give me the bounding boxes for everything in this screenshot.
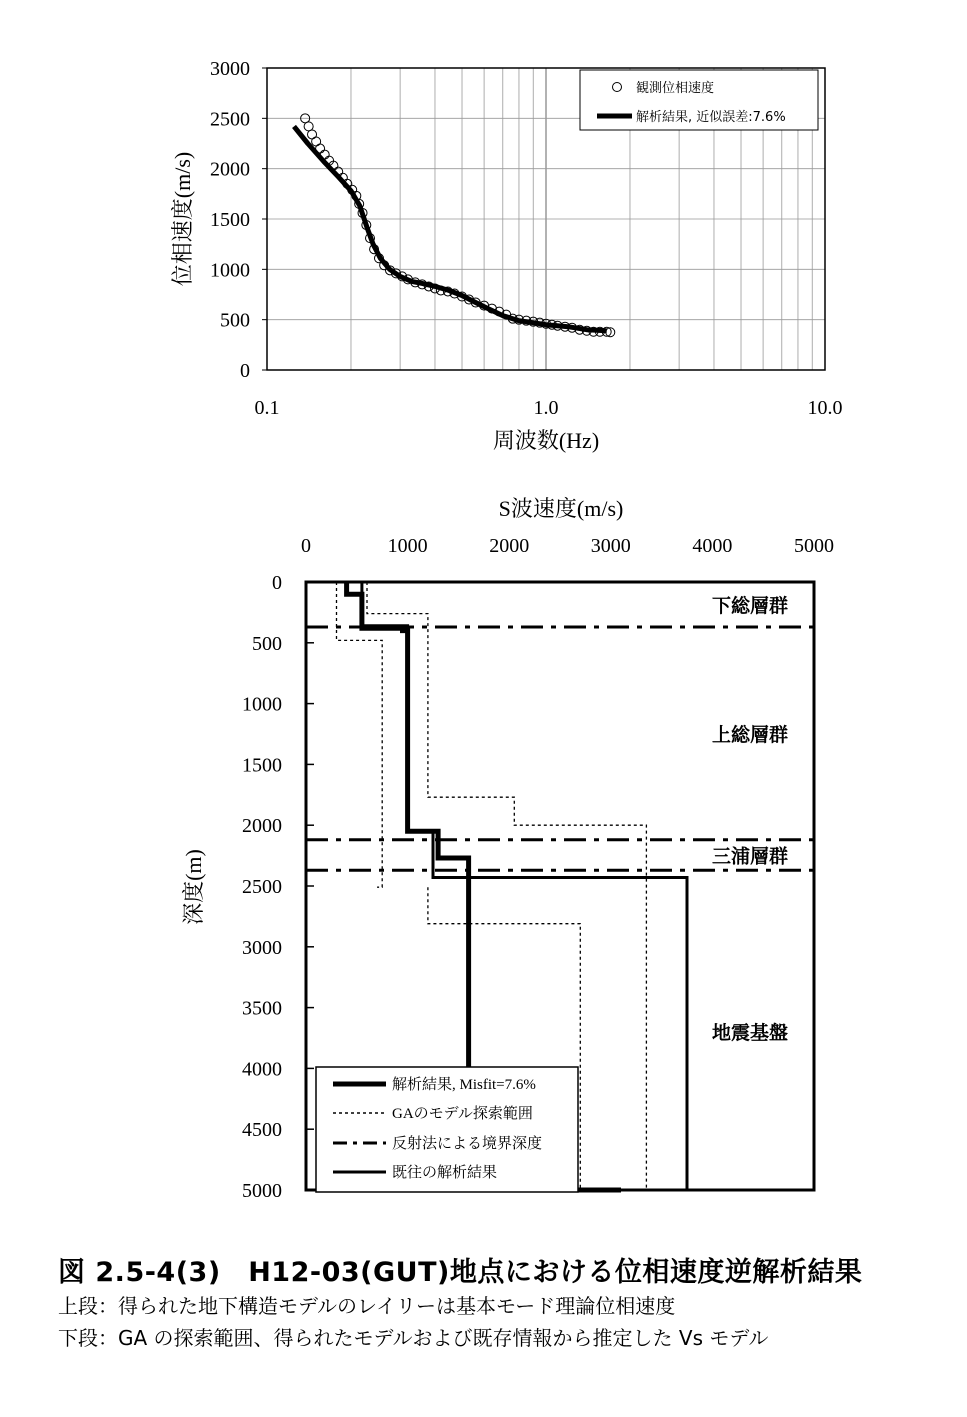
zone-label: 下総層群	[711, 595, 789, 618]
bottom-y-tick-label: 5000	[242, 1180, 282, 1202]
bottom-legend-ga: GAのモデル探索範囲	[392, 1106, 533, 1122]
figure-caption-line1: 上段：得られた地下構造モデルのレイリーは基本モード理論位相速度	[58, 1294, 676, 1318]
phase-velocity-chart	[170, 58, 843, 453]
bottom-x-tick-label: 2000	[489, 535, 530, 557]
top-y-tick-label: 500	[220, 309, 250, 332]
bottom-y-tick-label: 2500	[242, 876, 282, 898]
top-legend	[580, 70, 818, 130]
top-y-tick-label: 3000	[210, 58, 250, 80]
bottom-y-tick-labels	[242, 572, 314, 1202]
top-x-tick-label: 10.0	[807, 397, 843, 419]
bottom-y-tick-label: 2000	[242, 815, 282, 838]
bottom-x-tick-label: 3000	[590, 535, 631, 557]
top-x-tick-label: 1.0	[533, 397, 559, 419]
top-analysis-line	[294, 126, 607, 330]
zone-label: 上総層群	[711, 724, 789, 746]
bottom-x-tick-label: 1000	[387, 535, 428, 557]
top-series-group	[294, 114, 615, 337]
top-x-tick-label: 0.1	[254, 397, 280, 419]
bottom-legend-reflection: 反射法による境界深度	[392, 1136, 543, 1152]
top-y-tick-label: 1000	[210, 259, 250, 282]
top-y-tick-label: 1500	[210, 209, 250, 231]
top-y-tick-label: 2000	[210, 158, 250, 181]
observed-point	[320, 150, 329, 159]
top-legend-observed: 観測位相速度	[636, 81, 715, 96]
bottom-y-tick-label: 3000	[242, 936, 282, 959]
bottom-y-tick-label: 4500	[242, 1119, 282, 1142]
bottom-legend	[316, 1067, 578, 1192]
bottom-y-tick-label: 1500	[242, 754, 282, 777]
observed-point	[316, 144, 325, 153]
zone-label: 三浦層群	[711, 845, 789, 868]
zone-label: 地震基盤	[711, 1021, 789, 1044]
bottom-x-tick-label: 0	[301, 535, 311, 557]
bottom-x-tick-labels	[301, 535, 834, 557]
vs-profile-chart	[181, 496, 834, 1202]
bottom-x-axis-label: S波速度(m/s)	[498, 496, 624, 521]
bottom-y-tick-label: 1000	[242, 693, 282, 716]
bottom-legend-previous: 既往の解析結果	[392, 1165, 498, 1181]
bottom-y-tick-label: 500	[252, 632, 282, 655]
top-x-tick-labels	[255, 397, 843, 419]
bottom-legend-misfit: 解析結果, Misfit=7.6%	[392, 1077, 536, 1093]
bottom-x-tick-label: 5000	[794, 535, 834, 557]
bottom-y-tick-label: 0	[272, 572, 282, 594]
bottom-y-axis-label: 深度(m)	[181, 849, 206, 925]
top-y-tick-label: 2500	[210, 108, 250, 131]
zone-labels	[712, 594, 788, 1044]
top-y-axis-label: 位相速度(m/s)	[170, 151, 195, 287]
bottom-y-tick-label: 3500	[242, 997, 282, 1020]
top-legend-analysis: 解析結果, 近似誤差:7.6%	[636, 110, 786, 125]
observed-point	[312, 137, 321, 146]
bottom-y-tick-label: 4000	[242, 1058, 282, 1081]
figure-caption-title: 図 2.5-4(3) H12-03(GUT)地点における位相速度逆解析結果	[58, 1257, 863, 1288]
figure-caption-line2: 下段：GA の探索範囲、得られたモデルおよび既存情報から推定した Vs モデル	[58, 1326, 769, 1350]
top-x-axis-label: 周波数(Hz)	[492, 428, 600, 453]
top-y-tick-labels	[210, 58, 267, 382]
bottom-x-tick-label: 4000	[692, 535, 733, 557]
top-y-tick-label: 0	[240, 360, 250, 382]
